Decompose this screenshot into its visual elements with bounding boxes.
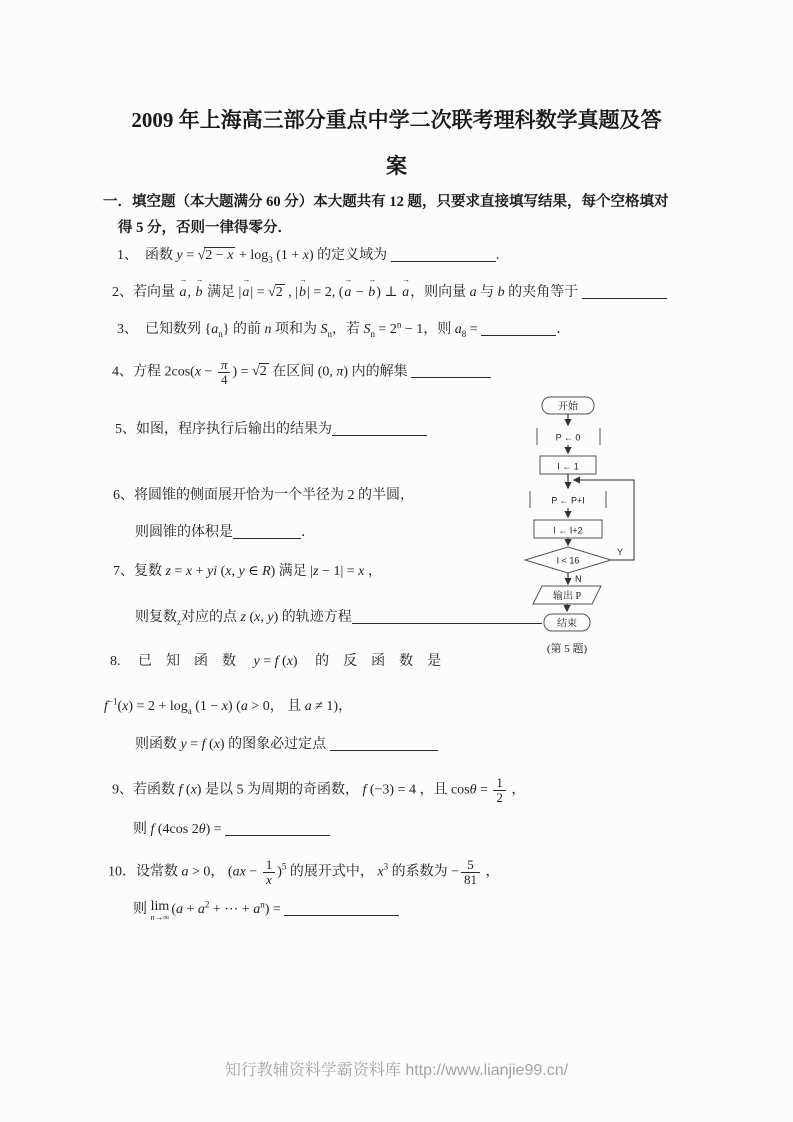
sqrt-segment [252, 364, 269, 379]
math-segment: n [264, 322, 272, 337]
text-segment: 的系数为 − [388, 864, 459, 880]
text-segment: ． [301, 525, 315, 540]
vector-segment [195, 275, 204, 303]
text-segment: , [260, 610, 268, 625]
vector-arrow-icon: → [195, 275, 204, 284]
math-segment: a [454, 322, 462, 337]
vector-segment [179, 275, 188, 303]
math-segment: x [302, 248, 310, 263]
math-segment: f [104, 699, 108, 714]
vector-letter: a [402, 285, 410, 300]
char: x [227, 248, 234, 263]
text-segment: ，若 [331, 322, 364, 337]
flowchart-output-label: 输出 P [552, 591, 582, 602]
math-segment: a [197, 902, 205, 917]
text-segment: ) = [205, 822, 226, 837]
text-segment: . [495, 248, 500, 263]
math-segment: x [213, 737, 220, 752]
problem-line [115, 420, 427, 440]
subscript: 8 [461, 328, 467, 339]
math-segment: S [363, 322, 371, 337]
numerator [218, 358, 231, 372]
text-segment: ( [182, 782, 191, 798]
math-segment: z [165, 564, 171, 579]
problem-line [135, 523, 315, 543]
denominator [493, 790, 506, 805]
text-segment: ( [278, 654, 287, 669]
flowchart-caption: (第 5 题) [546, 643, 588, 655]
lim-word: lim [150, 899, 170, 914]
text-segment: − [352, 285, 368, 300]
flowchart-no-label: N [575, 574, 582, 584]
radicand [204, 247, 235, 263]
text-segment: 2、若向量 [112, 285, 179, 300]
char: 1 [470, 871, 477, 887]
char: x [266, 871, 272, 887]
text-segment: = 2 [374, 322, 397, 337]
text-segment: 的展开式中， [286, 864, 378, 880]
char: 2 [259, 364, 267, 380]
text-segment: (4cos 2 [154, 822, 199, 837]
text-segment: ) ( [227, 699, 241, 714]
math-segment: x [254, 610, 261, 625]
text-segment: ) 的轨迹方程 [273, 610, 352, 625]
text-segment: 则复数 [135, 610, 177, 625]
vector-letter: b [195, 285, 203, 300]
vector-segment [402, 275, 411, 303]
math-segment: x [358, 564, 365, 579]
math-segment: x [221, 699, 228, 714]
answer-blank [391, 249, 496, 262]
text-segment: + log [235, 248, 269, 263]
math-segment: x [190, 782, 197, 798]
problem-line [117, 320, 570, 340]
fraction [218, 358, 231, 386]
math-segment: x [122, 699, 129, 714]
math-segment: x [185, 564, 193, 579]
math-segment: a [181, 864, 189, 880]
text-segment: ) = [232, 364, 253, 380]
math-segment: y [267, 610, 274, 625]
text-segment: 则圆锥的体积是 [135, 525, 233, 540]
document-title [0, 97, 793, 189]
math-segment: yi [206, 564, 218, 579]
flowchart-init-i-label: I ← 1 [557, 461, 579, 472]
answer-blank [225, 823, 330, 836]
problem-line [112, 358, 491, 386]
answer-blank [233, 526, 301, 539]
denominator [461, 872, 480, 887]
answer-blank [330, 738, 438, 751]
text-segment: ( [217, 564, 226, 579]
char: 5 [467, 857, 474, 872]
lim-under: n→∞ [150, 912, 170, 922]
text-segment: 8. 已 知 函 数 [110, 654, 254, 669]
text-segment: 3、 已知数列 { [117, 322, 212, 337]
title-line-2: 案 [386, 154, 407, 178]
text-segment: ( [205, 737, 214, 752]
char: 2 [496, 789, 503, 805]
math-segment: a [240, 699, 248, 714]
math-segment: x [225, 564, 232, 579]
text-segment: + [192, 564, 207, 579]
answer-blank [582, 286, 667, 299]
char: 8 [463, 871, 471, 887]
text-segment: ) 是以 5 为周期的奇函数， [196, 782, 363, 798]
text-segment: ) = [264, 902, 285, 917]
text-segment: ( [245, 610, 255, 625]
math-segment: x [286, 654, 293, 669]
math-segment: a [469, 285, 477, 300]
fraction [461, 858, 480, 886]
math-segment: π [336, 364, 344, 380]
superscript: n [396, 319, 402, 330]
text-segment: = [170, 564, 186, 579]
math-segment: S [320, 322, 328, 337]
text-segment: 10．设常数 [108, 864, 182, 880]
vector-arrow-icon: → [344, 275, 353, 284]
flowchart-condition-label: I < 16 [556, 555, 580, 566]
problem-line [117, 246, 499, 266]
subscript: n [218, 328, 223, 339]
answer-blank [332, 423, 427, 436]
vector-segment [242, 275, 251, 303]
math-segment: a [253, 902, 261, 917]
math-segment: f [178, 782, 183, 798]
char: π [220, 357, 228, 372]
math-segment: a [211, 322, 219, 337]
problem-line [108, 858, 499, 886]
math-segment: z [313, 564, 319, 579]
text-segment: ， [364, 564, 382, 579]
vector-arrow-icon: → [179, 275, 188, 284]
vector-letter: a [344, 285, 352, 300]
math-segment: b [497, 285, 505, 300]
text-segment: > 0， 且 [247, 699, 305, 714]
text-segment: 项和为 [271, 322, 321, 337]
math-segment: f [201, 737, 206, 752]
math-segment: z [240, 610, 246, 625]
footer-watermark: 知行教辅资料学霸资料库 http://www.lianjie99.cn/ [224, 1062, 569, 1079]
answer-blank [411, 365, 491, 378]
math-segment: θ [469, 782, 477, 798]
vector-arrow-icon: → [368, 275, 377, 284]
math-segment: R [262, 564, 271, 579]
vector-segment [299, 275, 308, 303]
char: − [215, 248, 224, 263]
text-segment: = [466, 322, 482, 337]
text-segment: = [182, 248, 198, 263]
title-line-1: 2009 年上海高三部分重点中学二次联考理科数学真题及答 [131, 108, 662, 132]
text-segment: } 的前 [222, 322, 265, 337]
text-segment: ， [507, 782, 526, 798]
vector-letter: b [368, 285, 376, 300]
math-segment: y [253, 654, 260, 669]
section-header-line-2: 得 5 分，否则一律得零分． [118, 220, 292, 236]
problem-line [110, 652, 441, 672]
limit-segment [151, 900, 170, 922]
text-segment: ) ⊥ [376, 285, 402, 300]
text-segment: ， [481, 864, 500, 880]
vector-arrow-icon: → [402, 275, 411, 284]
text-segment: ) 的定义域为 [309, 248, 391, 263]
vector-segment [344, 275, 353, 303]
math-segment: y [176, 248, 183, 263]
text-segment: ) 的 反 函 数 是 [292, 654, 442, 669]
text-segment: , | [284, 285, 299, 300]
text-segment: 对应的点 [181, 610, 241, 625]
problem-line [104, 697, 352, 717]
numerator [461, 858, 480, 872]
subscript: a [187, 705, 192, 716]
text-segment: − [201, 364, 216, 380]
problem-line [133, 820, 330, 840]
text-segment: , [187, 285, 195, 300]
text-segment: 与 [476, 285, 498, 300]
text-segment: (−3) = 4 ，且 cos [366, 782, 470, 798]
superscript: 3 [383, 861, 389, 872]
text-segment: ) 的图象必过定点 [219, 737, 330, 752]
superscript: n [260, 899, 265, 910]
radical-sign: √ [252, 364, 260, 380]
radical-sign: √ [197, 248, 206, 263]
problem-line [135, 608, 542, 628]
text-segment: | = 2, ( [307, 285, 344, 300]
superscript: −1 [107, 696, 118, 707]
denominator [263, 872, 276, 887]
radical-sign: √ [268, 285, 276, 300]
text-segment: 则函数 [135, 737, 181, 752]
text-segment: ) = 2 + log [128, 699, 188, 714]
text-segment: ． [556, 322, 571, 337]
text-segment: = [259, 654, 275, 669]
math-segment: θ [198, 822, 206, 837]
text-segment: ，则向量 [410, 285, 470, 300]
text-segment: ( [171, 902, 176, 917]
problem-line [135, 735, 438, 755]
radicand [275, 284, 285, 300]
math-segment: a [304, 699, 312, 714]
text-segment: ∈ [244, 564, 263, 579]
fraction [493, 776, 506, 804]
fraction [263, 858, 276, 886]
char: 1 [496, 775, 503, 790]
text-segment: 在区间 (0, [268, 364, 337, 380]
text-segment: 满足 | [203, 285, 242, 300]
subscript: z [177, 616, 181, 627]
math-segment: f [150, 822, 155, 837]
flowchart-yes-label: Y [616, 547, 624, 557]
text-segment: − 1| = [318, 564, 359, 579]
flowchart-end-label: 结束 [557, 618, 577, 630]
text-segment: ) 内的解集 [343, 364, 412, 380]
vector-arrow-icon: → [242, 275, 251, 284]
problem-line [113, 562, 382, 582]
vector-letter: b [299, 285, 307, 300]
superscript: 5 [281, 861, 287, 872]
superscript: 2 [204, 899, 210, 910]
text-segment: − [245, 864, 261, 880]
text-segment: > 0， ( [188, 864, 233, 880]
text-segment: , [231, 564, 239, 579]
char: 1 [265, 857, 273, 872]
subscript: n [370, 328, 375, 339]
text-segment: (1 − [191, 699, 222, 714]
math-segment: f [274, 654, 279, 669]
text-segment: ) 满足 | [270, 564, 314, 579]
text-segment: | = [250, 285, 269, 300]
text-segment: ≠ 1)， [311, 699, 353, 714]
math-segment: a [175, 902, 183, 917]
char: 4 [220, 371, 228, 387]
text-segment: 6、将圆锥的侧面展开恰为一个半径为 2 的半圆， [113, 488, 414, 503]
text-segment: (1 + [272, 248, 303, 263]
numerator [263, 858, 276, 872]
flowchart-init-p-label: P ← 0 [555, 432, 581, 443]
text-segment: 5、如图，程序执行后输出的结果为 [115, 422, 332, 437]
math-segment: x [194, 364, 202, 380]
text-segment: 则 [133, 902, 151, 917]
subscript: 3 [268, 254, 273, 265]
text-segment: ) [277, 864, 282, 880]
section-header-line-1: 一．填空题（本大题满分 60 分）本大题共有 12 题，只要求直接填写结果，每个空格填对 [103, 194, 669, 210]
answer-blank [284, 903, 399, 916]
flowchart-accumulate-label: P ← P+I [551, 495, 585, 506]
math-segment: ax [232, 864, 246, 880]
math-segment: y [238, 564, 245, 579]
vector-arrow-icon: → [299, 275, 308, 284]
vector-letter: a [179, 285, 187, 300]
text-segment: 的夹角等于 [504, 285, 582, 300]
numerator [493, 776, 506, 790]
vector-letter: a [242, 285, 250, 300]
problem-line [112, 776, 525, 804]
text-segment: = [476, 782, 492, 798]
sqrt-segment [268, 285, 285, 300]
text-segment: + ⋯ + [209, 902, 254, 917]
flowchart-increment-label: I ← I+2 [553, 525, 583, 536]
vector-segment [368, 275, 377, 303]
char: 2 [275, 285, 283, 300]
problem-line [113, 486, 414, 506]
math-segment: x [377, 864, 384, 880]
problem-line [112, 275, 667, 303]
text-segment: ( [117, 699, 123, 714]
problem-line [133, 900, 399, 922]
radicand [259, 363, 269, 379]
text-segment: − 1，则 [401, 322, 455, 337]
denominator [218, 372, 231, 387]
program-flowchart [512, 392, 684, 666]
flowchart-start-label: 开始 [558, 401, 578, 413]
text-segment: + [182, 902, 198, 917]
math-segment: f [362, 782, 367, 798]
text-segment: 9、若函数 [112, 782, 179, 798]
subscript: n [327, 328, 332, 339]
sqrt-segment [198, 248, 236, 263]
text-segment: = [186, 737, 202, 752]
text-segment: 1、 函数 [117, 248, 177, 263]
text-segment: 则 [133, 822, 151, 837]
math-segment: y [180, 737, 187, 752]
text-segment: 4、方程 2cos( [112, 364, 195, 380]
answer-blank [481, 323, 556, 336]
text-segment: 7、复数 [113, 564, 166, 579]
char: 2 [205, 248, 213, 263]
